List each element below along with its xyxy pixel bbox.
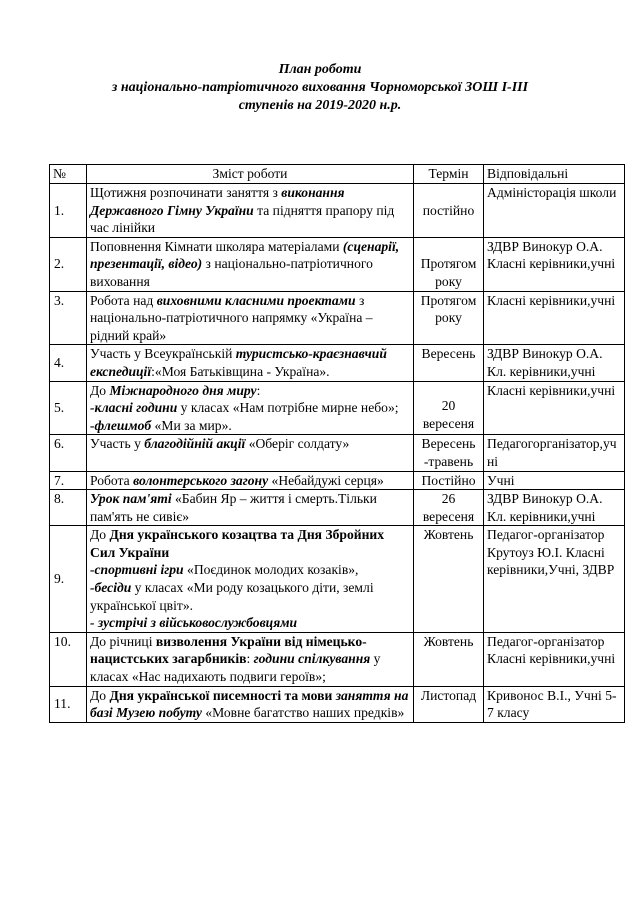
table-row xyxy=(50,381,625,435)
header-responsible: Відповідальні xyxy=(484,165,625,184)
table-row xyxy=(50,184,625,238)
row-content xyxy=(87,471,414,490)
table-row xyxy=(50,471,625,490)
table-header-row xyxy=(50,165,625,184)
content-emphasis: -спортивні ігри xyxy=(90,562,184,578)
row-content xyxy=(87,435,414,471)
title-line-1: План роботи xyxy=(278,62,362,77)
row-term: Листопад xyxy=(414,686,484,722)
table-row xyxy=(50,686,625,722)
row-responsible: Класні керівники,учні xyxy=(484,381,625,435)
row-content xyxy=(87,526,414,633)
table-row xyxy=(50,526,625,633)
table-row xyxy=(50,435,625,471)
content-text: Робота над xyxy=(90,292,157,308)
row-number: 7. xyxy=(50,471,87,490)
row-number: 10. xyxy=(50,632,87,686)
row-content xyxy=(87,381,414,435)
content-text: :«Моя Батьківщина - Україна». xyxy=(151,363,330,379)
content-text: До річниці xyxy=(90,633,156,649)
row-number: 11. xyxy=(50,686,87,722)
row-term: постійно xyxy=(414,184,484,238)
row-responsible: ЗДВР Винокур О.А. Класні керівники,учні xyxy=(484,237,625,291)
content-emphasis: виконання Державного Гімну України xyxy=(90,185,345,218)
row-number: 4. xyxy=(50,345,87,381)
content-emphasis: -класні години xyxy=(90,400,178,416)
content-text: Участь у xyxy=(90,436,145,452)
content-text: До xyxy=(90,527,110,543)
row-term: Вересень -травень xyxy=(414,435,484,471)
content-text: у класах «Нам потрібне мирне небо»; xyxy=(177,400,399,416)
content-emphasis: (сценарії, презентації, відео) xyxy=(90,238,400,272)
content-text: Участь у Всеукраїнській xyxy=(90,346,236,362)
row-number: 3. xyxy=(50,291,87,345)
row-term: 20 вересеня xyxy=(414,381,484,435)
table-row xyxy=(50,291,625,345)
row-term: Вересень xyxy=(414,345,484,381)
row-content xyxy=(87,345,414,381)
row-responsible: Класні керівники,учні xyxy=(484,291,625,345)
table-row xyxy=(50,490,625,526)
content-text: у класах «Нас надихають подвиги героїв»; xyxy=(90,651,381,685)
content-text: та підняття прапору під час лінійки xyxy=(90,202,395,236)
content-emphasis: Урок пам'яті xyxy=(90,491,172,507)
row-term: Протягом року xyxy=(414,291,484,345)
content-emphasis: виховними класними проектами xyxy=(156,292,356,308)
content-emphasis: благодійній акції xyxy=(144,436,246,452)
title-line-3: ступенів на 2019-2020 н.р. xyxy=(238,98,402,113)
content-text: : xyxy=(246,651,254,667)
content-text: у класах «Ми роду козацького діти, землі української цвіт». xyxy=(90,580,374,613)
row-number: 1. xyxy=(50,184,87,238)
row-number: 8. xyxy=(50,490,87,526)
table-row xyxy=(50,237,625,291)
content-emphasis: волонтерського загону xyxy=(133,472,269,488)
content-emphasis: -бесіди xyxy=(90,580,132,596)
row-content xyxy=(87,686,414,722)
row-content xyxy=(87,632,414,686)
row-term: Жовтень xyxy=(414,526,484,633)
content-emphasis: - зустрічі з військовослужбовцями xyxy=(90,615,298,631)
content-emphasis: туристсько-краєзнавчий експедиції xyxy=(90,346,387,379)
content-text: : xyxy=(256,382,261,398)
row-responsible: Адміністорація школи xyxy=(484,184,625,238)
plan-table xyxy=(49,164,625,723)
content-emphasis: заняття на базі Музею побуту xyxy=(90,687,409,721)
content-text: «Оберіг солдату» xyxy=(245,436,350,452)
content-text: «Бабин Яр – життя і смерть.Тільки пам'ять не сивіє» xyxy=(90,491,377,524)
row-content xyxy=(87,291,414,345)
content-emphasis: -флешмоб xyxy=(90,417,152,433)
row-responsible: ЗДВР Винокур О.А. Кл. керівники,учні xyxy=(484,345,625,381)
content-text: Робота xyxy=(90,472,134,488)
content-emphasis: Дня української писемності та мови xyxy=(109,687,333,703)
content-text: «Мовне багатство наших предків» xyxy=(201,705,405,721)
content-text: з національно-патріотичного напрямку «Україна – рідний край» xyxy=(90,292,373,343)
row-term: Жовтень xyxy=(414,632,484,686)
content-text: «Ми за мир». xyxy=(151,417,232,433)
row-responsible: Педагог-організатор Класні керівники,учні xyxy=(484,632,625,686)
row-number: 5. xyxy=(50,381,87,435)
row-term: 26 вересеня xyxy=(414,490,484,526)
content-text: з національно-патріотичного виховання xyxy=(90,256,373,289)
content-text: До xyxy=(90,687,110,703)
content-emphasis: Міжнародного дня миру xyxy=(109,382,257,398)
table-row xyxy=(50,345,625,381)
row-responsible: Учні xyxy=(484,471,625,490)
content-text: «Небайдужі серця» xyxy=(268,472,384,488)
row-content xyxy=(87,490,414,526)
row-term: Протягом року xyxy=(414,237,484,291)
content-emphasis: Дня українського козацтва та Дня Збройних Сил України xyxy=(90,527,385,560)
title-line-2: з національно-патріотичного виховання Чорноморської ЗОШ І-ІІІ xyxy=(111,80,529,95)
row-responsible: Кривонос В.І., Учні 5-7 класу xyxy=(484,686,625,722)
row-responsible: Педагогорганізатор,учні xyxy=(484,435,625,471)
content-text: До xyxy=(90,382,110,398)
content-emphasis: години спілкування xyxy=(253,651,371,667)
row-content xyxy=(87,184,414,238)
row-number: 2. xyxy=(50,237,87,291)
document-title xyxy=(60,61,580,115)
row-number: 6. xyxy=(50,435,87,471)
row-responsible: Педагог-організатор Крутоуз Ю.І. Класні керівники,Учні, ЗДВР xyxy=(484,526,625,633)
header-number: № xyxy=(50,165,87,184)
row-term: Постійно xyxy=(414,471,484,490)
row-responsible: ЗДВР Винокур О.А. Кл. керівники,учні xyxy=(484,490,625,526)
header-term: Термін xyxy=(414,165,484,184)
row-number: 9. xyxy=(50,526,87,633)
table-row xyxy=(50,632,625,686)
row-content xyxy=(87,237,414,291)
content-text: Поповнення Кімнати школяра матеріалами xyxy=(90,238,343,254)
header-content: Зміст роботи xyxy=(87,165,414,184)
content-text: Щотижня розпочинати заняття з xyxy=(90,185,282,200)
content-emphasis: визволення України від німецько-нацистських загарбників xyxy=(90,633,367,667)
content-text: «Поєдинок молодих козаків», xyxy=(183,562,359,578)
